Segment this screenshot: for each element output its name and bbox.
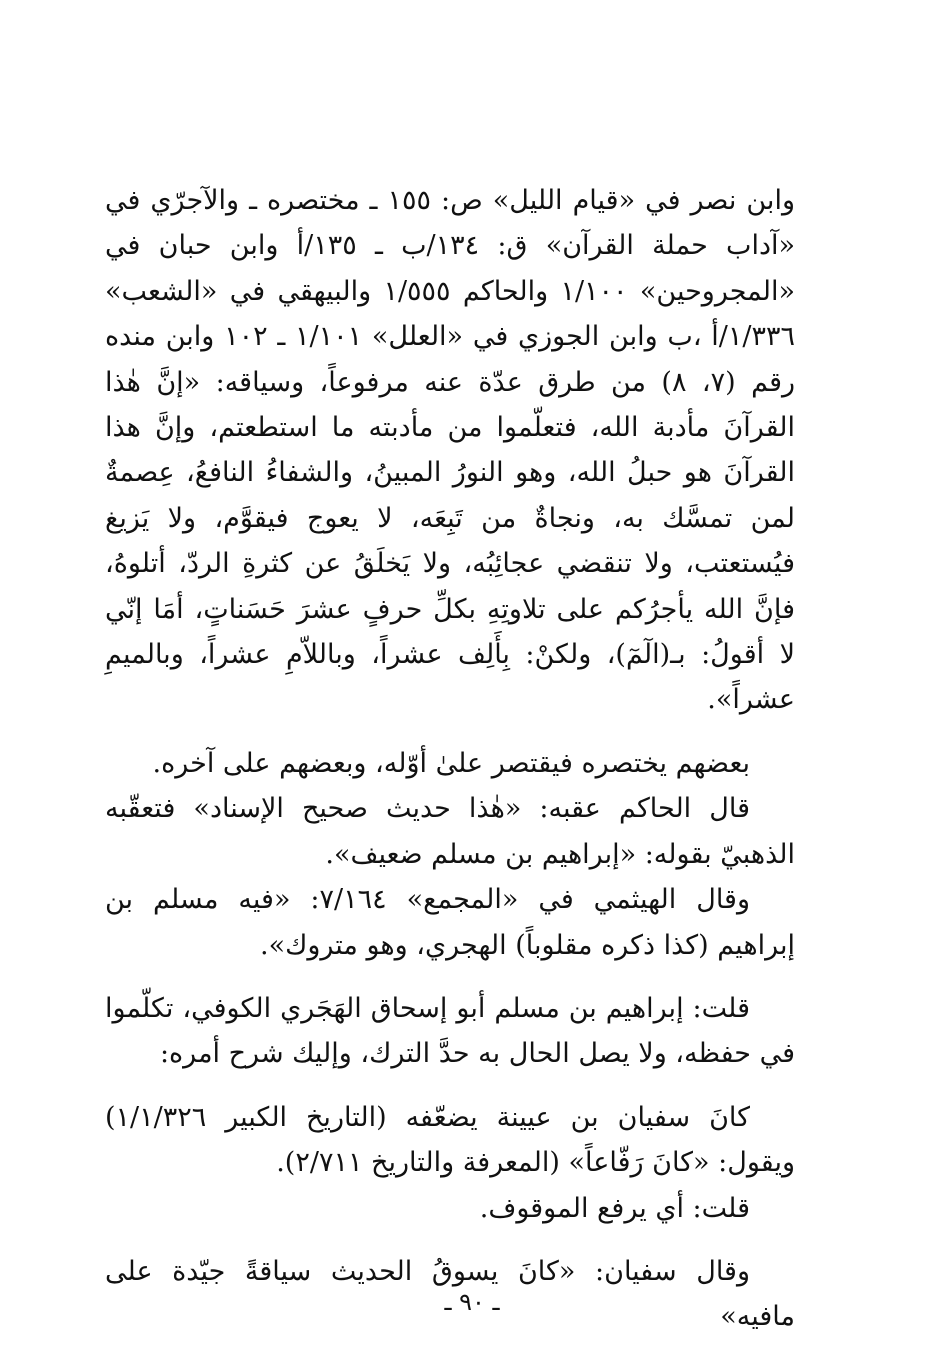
paragraph-narrator: قلت: إبراهيم بن مسلم أبو إسحاق الهَجَري الكوفي، تكلّموا في حفظه، ولا يصل الحال به حدَّ الترك، وإليك شرح أمره:	[105, 992, 795, 1070]
paragraph-haythami: وقال الهيثمي في «المجمع» ٧/١٦٤: «فيه مسلم بن إبراهيم (كذا ذكره مقلوباً) الهجري، وهو متروك».	[105, 884, 795, 961]
paragraph-note: قلت: أي يرفع الموقوف.	[479, 1192, 750, 1224]
paragraph-abridgement: بعضهم يختصره فيقتصر علىٰ أوّله، وبعضهم على آخره.	[152, 747, 750, 779]
paragraph-citations: وابن نصر في «قيام الليل» ص: ١٥٥ ـ مختصره ـ والآجرّي في «آداب حملة القرآن» ق: ١٣٤/ب ـ ١٣٥/أ وابن حبان في «المجروحين» ١/١٠٠ والحاكم ١/٥٥٥ والبيهقي في «الشعب» ١/٣٣٦/أ ،ب وابن الجوزي في «العلل» ١/١٠١ ـ ١٠٢ وابن منده رقم (٧، ٨) من طرق عدّة عنه مرفوعاً، وسياقه: «إنَّ هٰذا القرآنَ مأدبة الله، فتعلّموا من مأدبته ما استطعتم، وإنَّ هذا القرآنَ هو حبلُ الله، وهو النورُ المبينُ، والشفاءُ النافعُ، عِصمةٌ لمن تمسَّك به، ونجاةٌ من تَبِعَه، لا يعوج فيقوَّم، ولا يَزيغ فيُستعتب، ولا تنقضي عجائِبُه، ولا يَخلَقُ عن كثرةِ الردّ، أتلوهُ، فإنَّ الله يأجرُكم على تلاوتِهِ بكلِّ حرفٍ عشرَ حَسَناتٍ، أمَا إنّي لا أقولُ: بـ(الٓمٓ)، ولكنْ: بِأَلِف عشراً، وباللاّمِ عشراً، وبالميمِ عشراً».	[105, 185, 796, 716]
page-number: ـ ٩٠ ـ	[444, 1288, 500, 1316]
paragraph-sufyan: كانَ سفيان بن عيينة يضعّفه (التاريخ الكبير ١/١/٣٢٦) ويقول: «كانَ رَفّاعاً» (المعرفة والتاريخ ٢/٧١١).	[105, 1101, 795, 1179]
body-text	[105, 178, 795, 1340]
paragraph-hakim: قال الحاكم عقبه: «هٰذا حديث صحيح الإسناد» فتعقّبه الذهبيّ بقوله: «إبراهيم بن مسلم ضعيف».	[105, 793, 795, 870]
paragraph-sufyan-quote: وقال سفيان: «كانَ يسوقُ الحديث سياقةً جيّدة على مافيه»	[105, 1255, 795, 1333]
